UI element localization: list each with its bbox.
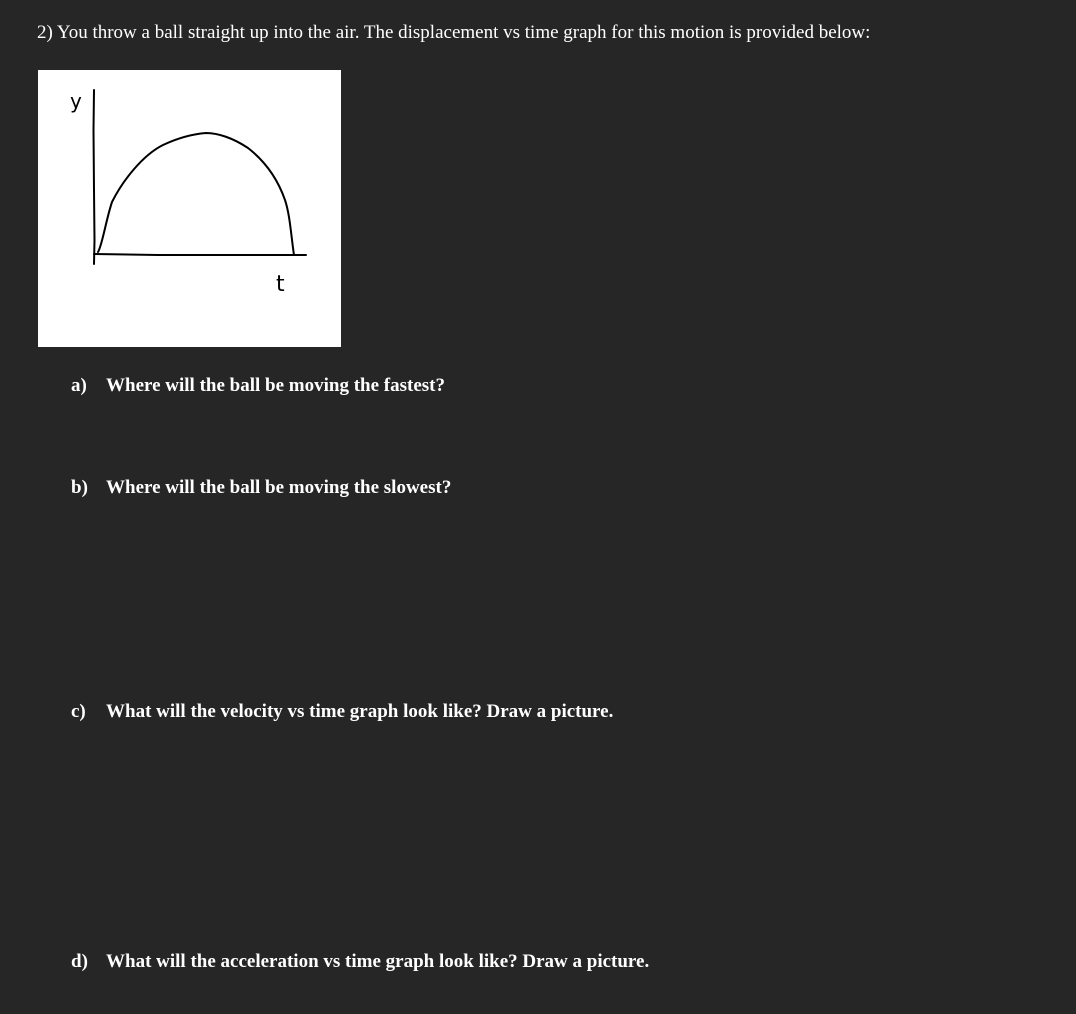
subquestion-a-text: Where will the ball be moving the fastest? bbox=[106, 375, 445, 396]
subquestion-d-letter: d) bbox=[71, 951, 88, 972]
subquestion-c bbox=[71, 699, 613, 725]
subquestion-b-text: Where will the ball be moving the slowest? bbox=[106, 477, 452, 498]
y-axis-label: y bbox=[70, 89, 82, 113]
x-axis-label: t bbox=[276, 272, 285, 297]
displacement-time-graph bbox=[38, 70, 341, 347]
subquestion-b-letter: b) bbox=[71, 477, 88, 498]
subquestion-a bbox=[71, 373, 445, 399]
displacement-curve bbox=[98, 133, 294, 255]
subquestion-a-letter: a) bbox=[71, 375, 87, 396]
graph-drawing bbox=[38, 70, 341, 347]
y-axis bbox=[94, 90, 95, 264]
subquestion-c-text: What will the velocity vs time graph look like? Draw a picture. bbox=[106, 701, 614, 722]
subquestion-d bbox=[71, 949, 649, 975]
subquestion-d-text: What will the acceleration vs time graph look like? Draw a picture. bbox=[106, 951, 650, 972]
subquestion-b bbox=[71, 475, 451, 501]
subquestion-c-letter: c) bbox=[71, 701, 86, 722]
question-title: 2) You throw a ball straight up into the air. The displacement vs time graph for this motion is provided below: bbox=[37, 22, 871, 43]
x-axis bbox=[94, 254, 306, 255]
